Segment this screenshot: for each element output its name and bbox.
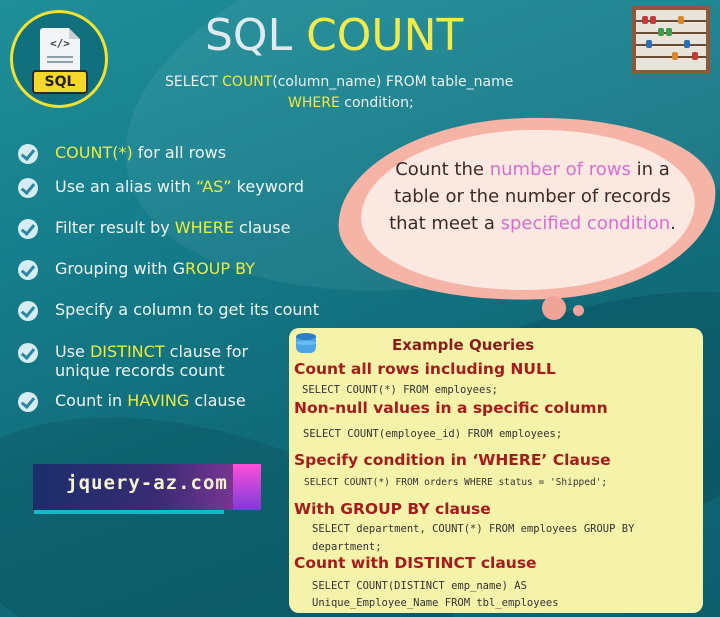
sql-label: SQL bbox=[32, 70, 88, 94]
document-lines bbox=[47, 56, 73, 58]
bullet-text: Specify a column to get its count bbox=[55, 300, 319, 319]
bullet-item bbox=[18, 300, 319, 321]
title-count: COUNT bbox=[306, 10, 464, 61]
bullet-item bbox=[18, 342, 265, 380]
bullet-item bbox=[18, 177, 304, 198]
database-icon bbox=[294, 333, 318, 357]
syntax-text: condition; bbox=[339, 95, 414, 111]
code-glyph: </> bbox=[50, 37, 70, 50]
check-icon bbox=[18, 260, 38, 280]
example-code: SELECT department, COUNT(*) FROM employees GROUP BY bbox=[312, 523, 635, 535]
page-title bbox=[205, 8, 505, 64]
example-heading: Specify condition in ‘WHERE’ Clause bbox=[294, 451, 611, 469]
example-code: SELECT COUNT(employee_id) FROM employees; bbox=[303, 428, 563, 440]
check-icon bbox=[18, 178, 38, 198]
badge-underline bbox=[34, 510, 224, 514]
title-sql: SQL bbox=[205, 10, 307, 61]
bullet-text: COUNT(*) for all rows bbox=[55, 143, 227, 162]
bullet-text: Use an alias with “AS” keyword bbox=[55, 177, 305, 196]
decorative-dot bbox=[573, 305, 584, 316]
bullet-item bbox=[18, 391, 246, 412]
syntax-text: (column_name) FROM table_name bbox=[272, 74, 514, 90]
syntax-keyword: COUNT bbox=[222, 74, 273, 90]
syntax-line-2 bbox=[288, 95, 414, 111]
bullet-text: Filter result by WHERE clause bbox=[55, 218, 291, 237]
example-code: SELECT COUNT(DISTINCT emp_name) AS bbox=[312, 580, 527, 592]
check-icon bbox=[18, 301, 38, 321]
example-code: department; bbox=[312, 541, 382, 553]
syntax-keyword: WHERE bbox=[288, 95, 340, 111]
bullet-item bbox=[18, 143, 226, 164]
bullet-text: Grouping with GROUP BY bbox=[55, 259, 255, 278]
check-icon bbox=[18, 392, 38, 412]
callout-text: Count the number of rows in a table or the number of records that meet a specified condition. bbox=[389, 159, 676, 234]
decorative-dot bbox=[542, 296, 566, 320]
site-url-badge bbox=[33, 464, 261, 510]
bullet-text: Count in HAVING clause bbox=[55, 391, 246, 410]
syntax-line-1 bbox=[165, 74, 513, 90]
example-heading: With GROUP BY clause bbox=[294, 500, 491, 518]
example-heading: Count with DISTINCT clause bbox=[294, 554, 537, 572]
sql-logo bbox=[10, 10, 108, 108]
example-heading: Non-null values in a specific column bbox=[294, 399, 608, 417]
example-code: SELECT COUNT(*) FROM orders WHERE status = 'Shipped'; bbox=[304, 477, 608, 488]
bullet-item bbox=[18, 259, 255, 280]
check-icon bbox=[18, 343, 38, 363]
check-icon bbox=[18, 219, 38, 239]
bullet-item bbox=[18, 218, 290, 239]
abacus-icon bbox=[632, 6, 710, 74]
examples-header: Example Queries bbox=[392, 336, 535, 354]
syntax-text: SELECT bbox=[165, 74, 223, 90]
example-code: SELECT COUNT(*) FROM employees; bbox=[302, 384, 498, 396]
example-code: Unique_Employee_Name FROM tbl_employees bbox=[312, 597, 559, 609]
site-url: jquery-az.com bbox=[66, 472, 228, 494]
bullet-text: Use DISTINCT clause for unique records count bbox=[55, 342, 249, 380]
check-icon bbox=[18, 144, 38, 164]
example-heading: Count all rows including NULL bbox=[294, 360, 556, 378]
